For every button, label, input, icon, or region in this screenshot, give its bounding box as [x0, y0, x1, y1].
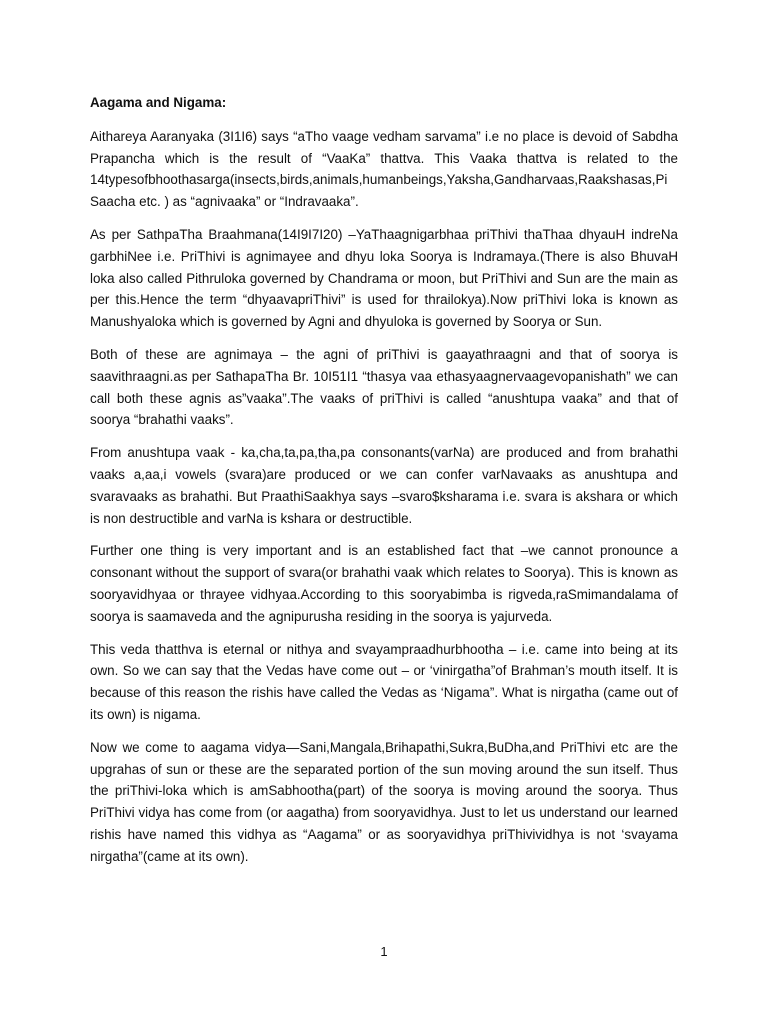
- paragraph-2: As per SathpaTha Braahmana(14I9I7I20) –YaThaagnigarbhaa priThivi thaThaa dhyauH indreNa garbhiNee i.e. PriThivi is agnimayee and dhyu loka Soorya is Indramaya.(There is also BhuvaH loka also called Pithruloka governed by Chandrama or moon, but PriThivi and Sun are the main as per this.Hence the term “dhyaavapriThivi” is used for thrailokya).Now priThivi loka is known as Manushyaloka which is governed by Agni and dhyuloka is governed by Soorya or Sun.: [90, 226, 678, 330]
- paragraph-4: From anushtupa vaak - ka,cha,ta,pa,tha,pa consonants(varNa) are produced and from brahathi vaaks a,aa,i vowels (svara)are produced or we can confer varNavaaks as anushtupa and svaravaaks as brahathi. But PraathiSaakhya says –svaro$ksharama i.e. svara is akshara or which is non destructible and varNa is kshara or destructible.: [90, 445, 678, 526]
- paragraph-7: Now we come to aagama vidya—Sani,Mangala,Brihapathi,Sukra,BuDha,and PriThivi etc are the upgrahas of sun or these are the separated portion of the sun moving around the sun itself. Thus the priThivi-loka which is amSabhootha(part) of the soorya is moving around the soorya. Thus PriThivi vidya has come from (or aagatha) from sooryavidhya. Just to let us understand our learned rishis have named this vidhya as “Aagama” or as sooryavidhya priThivividhya is not ‘svayama nirgatha”(came at its own).: [90, 739, 678, 864]
- section-heading: Aagama and Nigama:: [90, 95, 227, 110]
- paragraph-5: Further one thing is very important and is an established fact that –we cannot pronounce a consonant without the support of svara(or brahathi vaak which relates to Soorya). This is known as sooryavidhyaa or thrayee vidhyaa.According to this sooryabimba is rigveda,raSmimandalama of soorya is saamaveda and the agnipurusha residing in the soorya is yajurveda.: [90, 543, 678, 624]
- paragraph-6: This veda thatthva is eternal or nithya and svayampraadhurbhootha – i.e. came into being at its own. So we can say that the Vedas have come out – or ‘vinirgatha”of Brahman’s mouth itself. It is because of this reason the rishis have called the Vedas as ‘Nigama”. What is nirgatha (came out of its own) is nigama.: [90, 641, 678, 722]
- paragraph-3: Both of these are agnimaya – the agni of priThivi is gaayathraagni and that of soorya is saavithraagni.as per SathapaTha Br. 10I51I1 “thasya vaa ethasyaagnervaagevopanishath” we can call both these agnis as”vaaka”.The vaaks of priThivi is called “anushtupa vaaka” and that of soorya “brahathi vaaks”.: [90, 346, 678, 428]
- paragraph-1: Aithareya Aaranyaka (3I1I6) says “aTho vaage vedham sarvama” i.e no place is devoid of Sabdha Prapancha which is the result of “VaaKa” thattva. This Vaaka thattva is related to the 14typesofbhoothasarga(insects,birds,animals,humanbeings,Yaksha,Gandharvaas,Raakshasas,Pi Saacha etc. ) as “agnivaaka” or “Indravaaka”.: [90, 128, 678, 210]
- page-number: 1: [380, 944, 388, 959]
